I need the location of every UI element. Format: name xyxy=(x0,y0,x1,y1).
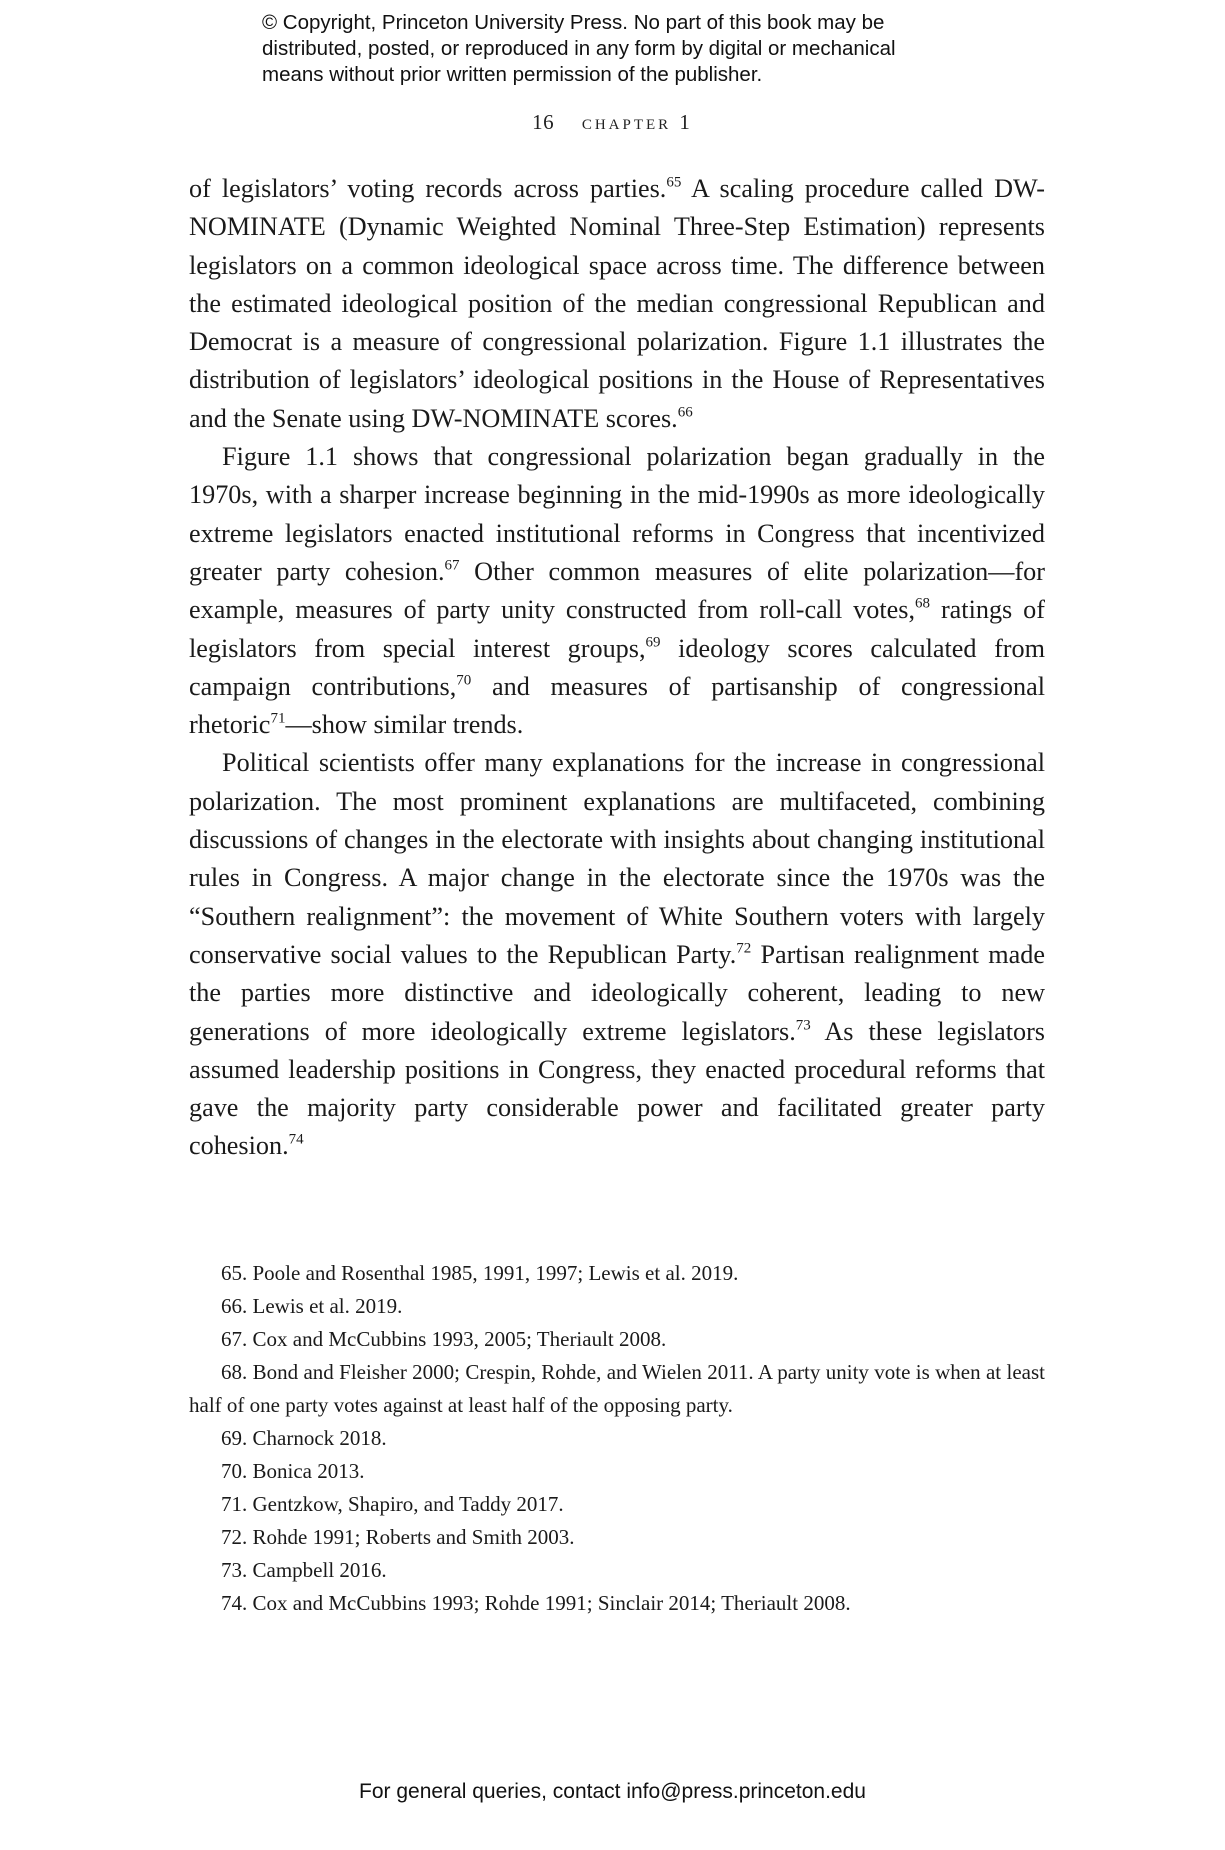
footnote-ref-66[interactable]: 66 xyxy=(677,404,693,421)
footnotes xyxy=(189,1257,1045,1620)
footnote-ref-70[interactable]: 70 xyxy=(456,672,472,689)
paragraph-3 xyxy=(189,744,1045,1165)
text-run: Other common measures of elite polarization—for example, measures of party unity constructed from roll-call votes, xyxy=(189,556,1045,625)
copyright-line-1: © Copyright, Princeton University Press. No part of this book may be xyxy=(262,11,885,34)
text-run: —show similar trends. xyxy=(285,710,524,740)
paragraph-2 xyxy=(189,438,1045,744)
body-text xyxy=(189,170,1045,1166)
footnote-ref-65[interactable]: 65 xyxy=(666,174,682,191)
footnote-65: 65. Poole and Rosenthal 1985, 1991, 1997; Lewis et al. 2019. xyxy=(221,1261,739,1285)
text-run: As these legislators assumed leadership positions in Congress, they enacted procedural reforms that gave the majority party considerable power and facilitated greater party cohesion. xyxy=(189,1016,1045,1161)
footnote-66: 66. Lewis et al. 2019. xyxy=(221,1294,403,1318)
footer-contact: For general queries, contact info@press.princeton.edu xyxy=(359,1780,866,1803)
footnote-67: 67. Cox and McCubbins 1993, 2005; Theriault 2008. xyxy=(221,1327,667,1351)
chapter-label: chapter 1 xyxy=(581,110,693,134)
footnote-74: 74. Cox and McCubbins 1993; Rohde 1991; Sinclair 2014; Theriault 2008. xyxy=(221,1591,851,1615)
running-head xyxy=(0,110,1225,135)
copyright-line-2: distributed, posted, or reproduced in any form by digital or mechanical xyxy=(262,37,896,60)
footnote-ref-73[interactable]: 73 xyxy=(795,1017,811,1034)
footnote-72: 72. Rohde 1991; Roberts and Smith 2003. xyxy=(221,1525,575,1549)
footnote-ref-71[interactable]: 71 xyxy=(270,710,286,727)
text-run: ratings of legislators from special interest groups, xyxy=(189,595,1045,663)
footnote-71: 71. Gentzkow, Shapiro, and Taddy 2017. xyxy=(221,1492,564,1516)
footnote-ref-67[interactable]: 67 xyxy=(444,557,460,574)
text-run: ideology scores calculated from campaign contributions, xyxy=(189,633,1045,701)
footnote-73: 73. Campbell 2016. xyxy=(221,1558,387,1582)
text-run: and measures of partisanship of congressional rhetoric xyxy=(189,671,1045,740)
page-number: 16 xyxy=(532,110,555,134)
text-run: A scaling procedure called DW-NOMINATE (Dynamic Weighted Nominal Three-Step Estimation) represents legislators on a common ideological space across time. The difference between the estimated ideological position of the median congressional Republican and Democrat is a measure of congressional polarization. Figure 1.1 illustrates the distribution of legislators’ ideological positions in the House of Representatives and the Senate using DW-NOMINATE scores. xyxy=(189,174,1045,433)
copyright-line-3: means without prior written permission of the publisher. xyxy=(262,63,763,86)
footnote-ref-74[interactable]: 74 xyxy=(288,1131,304,1148)
text-run: Figure 1.1 shows that congressional polarization began gradually in the 1970s, with a sharper increase beginning in the mid-1990s as more ideologically extreme legislators enacted institutional reforms in Congress that incentivized greater party cohesion. xyxy=(189,442,1045,586)
footnote-70: 70. Bonica 2013. xyxy=(221,1459,365,1483)
footnote-ref-69[interactable]: 69 xyxy=(645,634,661,651)
footnote-ref-68[interactable]: 68 xyxy=(915,595,931,612)
footnote-69: 69. Charnock 2018. xyxy=(221,1426,387,1450)
text-run: of legislators’ voting records across parties. xyxy=(189,174,667,203)
footnote-68: 68. Bond and Fleisher 2000; Crespin, Rohde, and Wielen 2011. A party unity vote is when at least half of one party votes against at least half of the opposing party. xyxy=(189,1360,1045,1417)
text-run: Partisan realignment made the parties more distinctive and ideologically coherent, leading to new generations of more ideologically extreme legislators. xyxy=(189,939,1045,1046)
paragraph-1 xyxy=(189,170,1045,438)
text-run: Political scientists offer many explanations for the increase in congressional polarization. The most prominent explanations are multifaceted, combining discussions of changes in the electorate with insights about changing institutional rules in Congress. A major change in the electorate since the 1970s was the “Southern realignment”: the movement of White Southern voters with largely conservative social values to the Republican Party. xyxy=(189,748,1045,969)
copyright-notice xyxy=(262,10,982,88)
footnote-ref-72[interactable]: 72 xyxy=(736,940,752,957)
